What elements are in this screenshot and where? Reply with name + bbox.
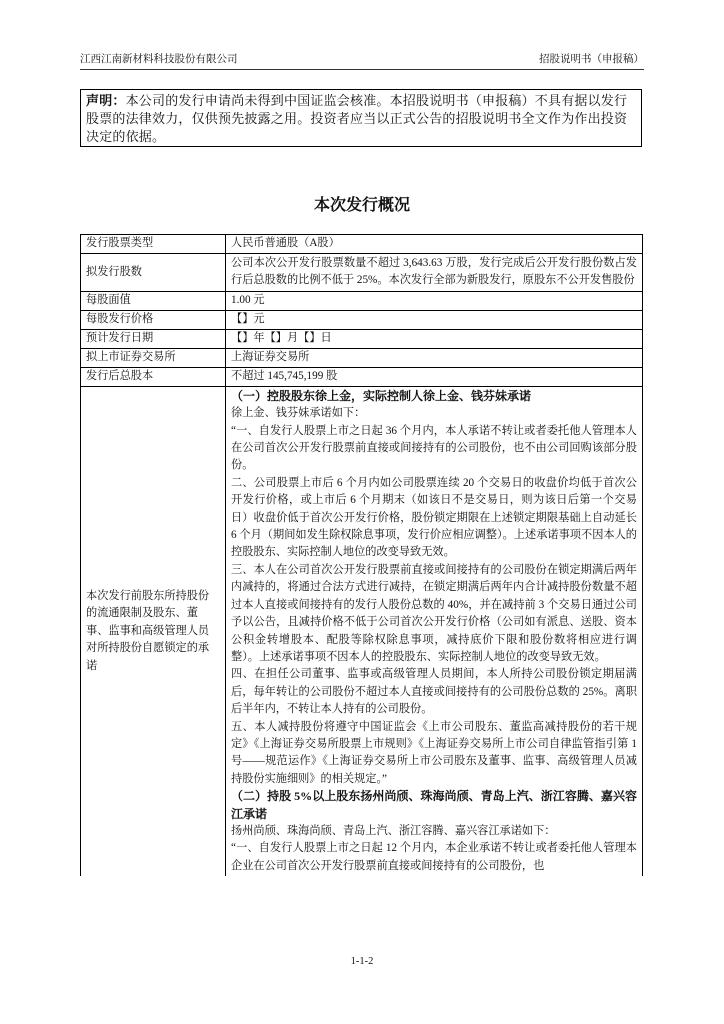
table-row-lockup bbox=[81, 386, 643, 876]
page-number: 1-1-2 bbox=[350, 956, 374, 967]
notice-text: 本公司的发行申请尚未得到中国证监会核准。本招股说明书（申报稿）不具有据以发行股票的法律效力，仅供预先披露之用。投资者应当以正式公告的招股说明书全文作为作出投资决定的依据。 bbox=[86, 93, 628, 144]
row-value: 上海证券交易所 bbox=[226, 348, 643, 367]
lockup-paragraph: “一、自发行人股票上市之日起 36 个月内，本人承诺不转让或者委托他人管理本人在公司首次公开发行股票前直接或间接持有的公司股份，也不由公司回购该部分股份。 bbox=[231, 424, 637, 472]
row-key: 预计发行日期 bbox=[81, 329, 226, 348]
lockup-paragraph: 五、本人减持股份将遵守中国证监会《上市公司股东、董监高减持股份的若干规定》《上海证券交易所股票上市规则》《上海证券交易所上市公司自律监管指引第 1 号——规范运作》《上海证券交易所上市公司股东及董事、监事、高级管理人员减持股份实施细则》的相关规定。” bbox=[231, 720, 637, 785]
row-value: 【】年【】月【】日 bbox=[226, 329, 643, 348]
lockup-heading-1: （一）控股股东徐上金，实际控制人徐上金、钱芬妹承诺 bbox=[231, 388, 532, 403]
row-value: 1.00 元 bbox=[226, 291, 643, 310]
row-value: 【】元 bbox=[226, 310, 643, 329]
lockup-key: 本次发行前股东所持股份的流通限制及股东、董事、监事和高级管理人员对所持股份自愿锁定的承诺 bbox=[81, 386, 226, 876]
table-row bbox=[81, 235, 643, 254]
table-row bbox=[81, 291, 643, 310]
lockup-paragraph: 四、在担任公司董事、监事或高级管理人员期间，本人所持公司股份锁定期届满后，每年转让的公司股份不超过本人直接或间接持有的公司股份总数的 25%。离职后半年内，不转让本人持有的公司股份。 bbox=[231, 668, 637, 716]
header-rule bbox=[80, 69, 644, 70]
row-key: 每股面值 bbox=[81, 291, 226, 310]
table-row bbox=[81, 367, 643, 386]
lockup-paragraph: “一、自发行人股票上市之日起 12 个月内，本企业承诺不转让或者委托他人管理本企业在公司首次公开发行股票前直接或间接持有的公司股份，也 bbox=[231, 842, 637, 872]
header-doc-type: 招股说明书（申报稿） bbox=[539, 54, 644, 65]
row-key: 每股发行价格 bbox=[81, 310, 226, 329]
row-key: 发行股票类型 bbox=[81, 235, 226, 254]
table-row bbox=[81, 254, 643, 292]
table-row bbox=[81, 310, 643, 329]
offering-overview-table bbox=[80, 234, 643, 876]
lockup-value bbox=[226, 386, 643, 876]
row-value: 不超过 145,745,199 股 bbox=[226, 367, 643, 386]
row-value: 公司本次公开发行股票数量不超过 3,643.63 万股，发行完成后公开发行股份数占发行后总股数的比例不低于 25%。本次发行全部为新股发行，原股东不公开发售股份 bbox=[226, 254, 643, 292]
row-key: 拟上市证券交易所 bbox=[81, 348, 226, 367]
page-title: 本次发行概况 bbox=[313, 195, 410, 214]
lockup-heading-2: （二）持股 5%以上股东扬州尚颀、珠海尚颀、青岛上汽、浙江容腾、嘉兴容江承诺 bbox=[231, 789, 637, 821]
lockup-paragraph: 三、本人在公司首次公开发行股票前直接或间接持有的公司股份在锁定期满后两年内减持的，将通过合法方式进行减持，在锁定期满后两年内合计减持股份数量不超过本人直接或间接持有的发行人股份总数的 40%，并在减持前 3 个交易日通过公司予以公告，且减持价格不低于公司首次公开发行价格（公司如有派息、送股、资本公积金转增股本、配股等除权除息事项，减持底价下限和股份数将相应进行调整）。上述承诺事项不因本人的控股股东、实际控制人地位的改变导致无效。 bbox=[231, 563, 637, 663]
lockup-paragraph: 徐上金、钱芬妹承诺如下： bbox=[231, 407, 366, 420]
table-row bbox=[81, 348, 643, 367]
row-key: 拟发行股数 bbox=[81, 254, 226, 292]
notice-box bbox=[80, 89, 642, 147]
row-value: 人民币普通股（A股） bbox=[226, 235, 643, 254]
lockup-paragraph: 扬州尚颀、珠海尚颀、青岛上汽、浙江容腾、嘉兴容江承诺如下： bbox=[231, 824, 556, 837]
lockup-paragraph: 二、公司股票上市后 6 个月内如公司股票连续 20 个交易日的收盘价均低于首次公开发行价格，或上市后 6 个月期末（如该日不是交易日，则为该日后第一个交易日）收盘价低于首次公开发行价格，股份锁定期限在上述锁定期限基础上自动延长 6 个月（期间如发生除权除息事项，发行价应相应调整）。上述承诺事项不因本人的控股股东、实际控制人地位的改变导致无效。 bbox=[231, 476, 637, 559]
page-header bbox=[80, 52, 644, 68]
table-row bbox=[81, 329, 643, 348]
row-key: 发行后总股本 bbox=[81, 367, 226, 386]
notice-label: 声明： bbox=[86, 93, 126, 108]
header-company: 江西江南新材料科技股份有限公司 bbox=[80, 54, 238, 65]
